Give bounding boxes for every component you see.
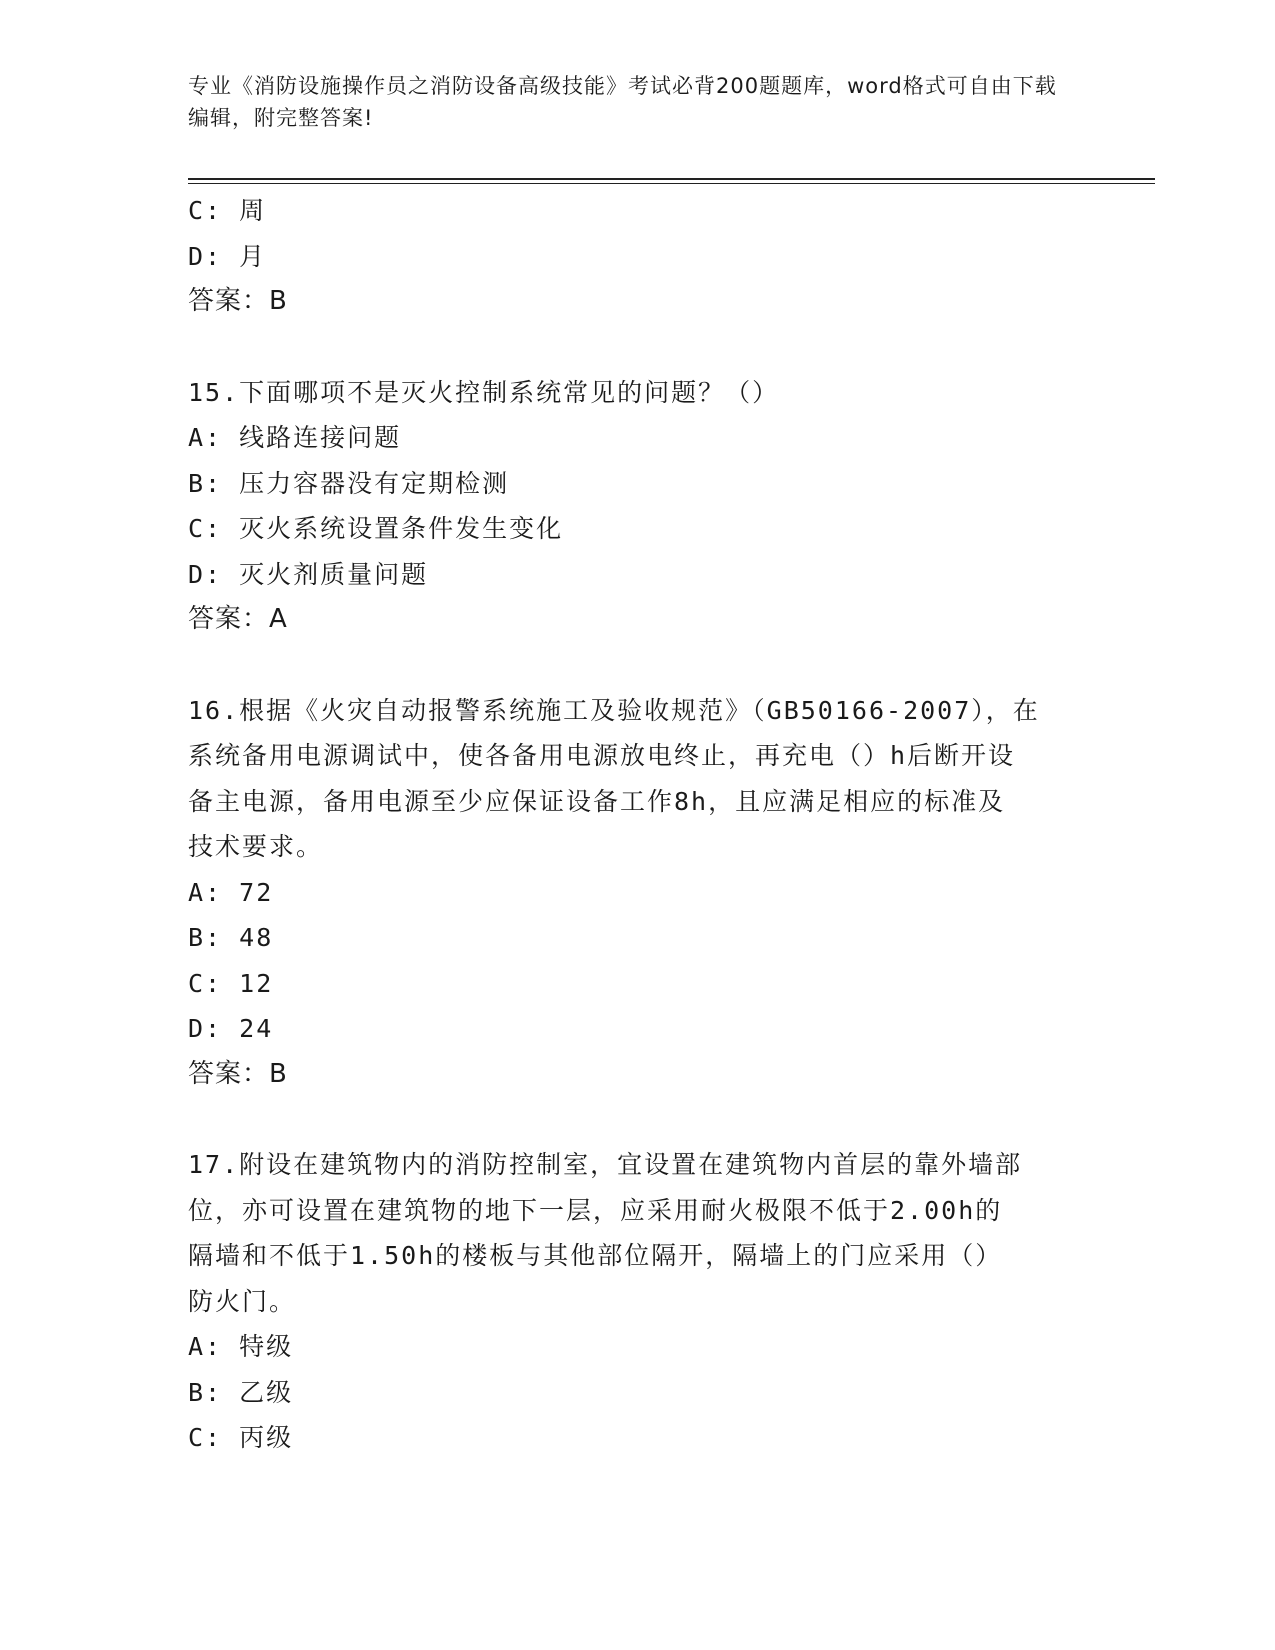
question-16-stem-line-3: 备主电源，备用电源至少应保证设备工作8h，且应满足相应的标准及 (188, 786, 1006, 816)
option-c: C: 周 (188, 196, 267, 225)
q15-answer: 答案：A (188, 604, 288, 634)
question-17-stem-line-4: 防火门。 (188, 1286, 297, 1316)
question-16-stem-line-2: 系统备用电源调试中，使各备用电源放电终止，再充电（）h后断开设 (188, 741, 1016, 770)
q15-option-d: D: 灭火剂质量问题 (188, 559, 429, 589)
question-15-stem: 15.下面哪项不是灭火控制系统常见的问题？（） (188, 377, 780, 407)
question-17-stem-line-1: 17.附设在建筑物内的消防控制室，宜设置在建筑物内首层的靠外墙部 (188, 1150, 1023, 1179)
question-list (188, 188, 1088, 1461)
header-title: 专业《消防设施操作员之消防设备高级技能》考试必背200题题库，word格式可自由下载编辑，附完整答案! (188, 74, 1057, 130)
q17-option-a: A: 特级 (188, 1332, 294, 1361)
q16-answer: 答案：B (188, 1058, 288, 1089)
q16-option-d: D: 24 (188, 1014, 274, 1043)
q16-option-c: C: 12 (188, 968, 274, 998)
q15-option-a: A: 线路连接问题 (188, 423, 402, 452)
header-divider-thin (188, 183, 1155, 184)
answer-line: 答案：B (188, 286, 288, 316)
question-16-stem-line-4: 技术要求。 (188, 832, 324, 861)
q15-option-c: C: 灭火系统设置条件发生变化 (188, 514, 564, 543)
q16-option-a: A: 72 (188, 877, 274, 907)
question-17-stem-line-3: 隔墙和不低于1.50h的楼板与其他部位隔开，隔墙上的门应采用（） (188, 1241, 1003, 1270)
q16-option-b: B: 48 (188, 923, 274, 952)
question-17-stem-line-2: 位，亦可设置在建筑物的地下一层，应采用耐火极限不低于2.00h的 (188, 1195, 1003, 1225)
page-header (188, 70, 1068, 134)
header-divider-thick (188, 178, 1155, 180)
option-d: D: 月 (188, 241, 267, 271)
q15-option-b: B: 压力容器没有定期检测 (188, 468, 510, 498)
question-16-stem-line-1: 16.根据《火灾自动报警系统施工及验收规范》（GB50166-2007），在 (188, 695, 1040, 725)
q17-option-b: B: 乙级 (188, 1377, 294, 1407)
q17-option-c: C: 丙级 (188, 1423, 294, 1452)
